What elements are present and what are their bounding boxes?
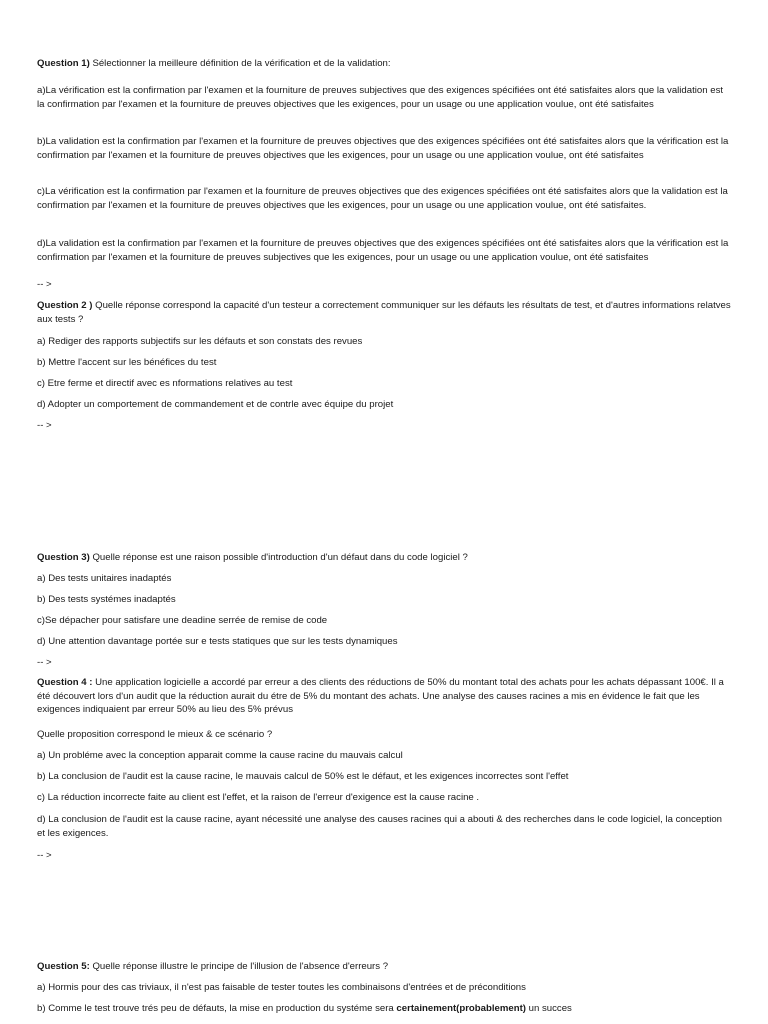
question-1-title (37, 57, 732, 71)
question-4-option-a: a) Un probléme avec la conception apparait comme la cause racine du mauvais calcul (37, 750, 403, 761)
question-4-option-c: c) La réduction incorrecte faite au client est l'effet, et la raison de l'erreur d'exigence est la cause racine . (37, 792, 480, 803)
question-5-label: Question 5: (37, 961, 90, 972)
question-3-answer-arrow: -- > (37, 657, 52, 668)
question-5-option-b (37, 1002, 732, 1016)
question-1-label: Question 1) (37, 58, 90, 69)
question-1-option-b: b)La validation est la confirmation par l'examen et la fourniture de preuves objectives que des exigences spécifiées ont été satisfaites alors que la vérification est la confirmation par l'examen et la fourniture de preuves objectives que les exigences, pour un usage ou une application voulue, ont été satisfaites (37, 136, 729, 161)
question-2-option-b: b) Mettre l'accent sur les bénéfices du test (37, 357, 217, 368)
question-2-title (37, 299, 732, 326)
question-4-label: Question 4 : (37, 677, 93, 688)
question-4-option-d: d) La conclusion de l'audit est la cause racine, ayant nécessité une analyse des causes racines qui a abouti & des recherches dans le code logiciel, la conception et les exigences. (37, 814, 723, 839)
question-3-label: Question 3) (37, 552, 90, 563)
question-2-option-a: a) Rediger des rapports subjectifs sur les défauts et son constats des revues (37, 336, 363, 347)
question-4-text: Une application logicielle a accordé par erreur a des clients des réductions de 50% du montant total des achats pour les achats dépassant 100€. Il a été découvert lors d'un audit que la réduction aurait du étre de 5% du montant des achats. Une analyse des causes racines a mis en évidence le fait que les exigences indiquaient par erreur 50% au lieu des 5% prévus (37, 677, 724, 716)
question-1-option-a: a)La vérification est la confirmation par l'examen et la fourniture de preuves subjectives que des exigences spécifiées ont été satisfaites alors que la validation est la confirmation par l'examen et la fourniture de preuves objectives que les exigences, pour un usage ou une application voulue, ont été satisfaites (37, 85, 724, 110)
question-1-option-c: c)La vérification est la confirmation par l'examen et la fourniture de preuves objectives que des exigences spécifiées ont été satisfaites alors que la validation est la confirmation par l'examen et la fourniture de preuves objectives que les exigences, pour un usage ou une application voulue, ont été satisfaites. (37, 186, 728, 211)
question-2-answer-arrow: -- > (37, 420, 52, 431)
question-5-option-b-end: un succes (525, 1003, 572, 1014)
question-5-text: Quelle réponse illustre le principe de l'illusion de l'absence d'erreurs ? (89, 961, 389, 972)
question-5-option-a: a) Hormis pour des cas triviaux, il n'est pas faisable de tester toutes les combinaisons d'entrées et de préconditions (37, 982, 526, 993)
question-3-option-c: c)Se dépacher pour satisfare une deadine serrée de remise de code (37, 615, 328, 626)
question-3-option-a: a) Des tests unitaires inadaptés (37, 573, 172, 584)
question-1-option-d: d)La validation est la confirmation par l'examen et la fourniture de preuves objectives que des exigences spécifiées ont été satisfaites alors que la vérification est la confirmation par l'examen et la fourniture de preuves subjectives que les exigences, pour un usage ou une application voulue, ont été satisfaites (37, 238, 729, 263)
question-2-option-c: c) Etre ferme et directif avec es nformations relatives au test (37, 378, 293, 389)
question-2-option-d: d) Adopter un comportement de commandement et de contrle avec équipe du projet (37, 399, 394, 410)
question-5-option-b-bold: certainement(probablement) (396, 1003, 526, 1014)
question-5-option-b-start: b) Comme le test trouve trés peu de défauts, la mise en production du systéme sera (37, 1003, 397, 1014)
question-3-option-b: b) Des tests systémes inadaptés (37, 594, 176, 605)
question-5-title (37, 960, 732, 974)
question-4-answer-arrow: -- > (37, 850, 52, 861)
question-2-label: Question 2 ) (37, 300, 93, 311)
question-4-option-b: b) La conclusion de l'audit est la cause racine, le mauvais calcul de 50% est le défaut, et les exigences incorrectes sont l'effet (37, 771, 569, 782)
question-1-text: Sélectionner la meilleure définition de la vérification et de la validation: (89, 58, 391, 69)
question-3-text: Quelle réponse est une raison possible d'introduction d'un défaut dans du code logiciel ? (89, 552, 468, 563)
question-3-title (37, 551, 732, 565)
question-2-text: Quelle réponse correspond la capacité d'un testeur a correctement communiquer sur les défauts les résultats de test, et d'autres informations relatves aux tests ? (37, 300, 731, 325)
question-4-prompt: Quelle proposition correspond le mieux & ce scénario ? (37, 729, 273, 740)
question-1-answer-arrow: -- > (37, 279, 52, 290)
question-4-title (37, 676, 732, 717)
question-3-option-d: d) Une attention davantage portée sur e tests statiques que sur les tests dynamiques (37, 636, 398, 647)
